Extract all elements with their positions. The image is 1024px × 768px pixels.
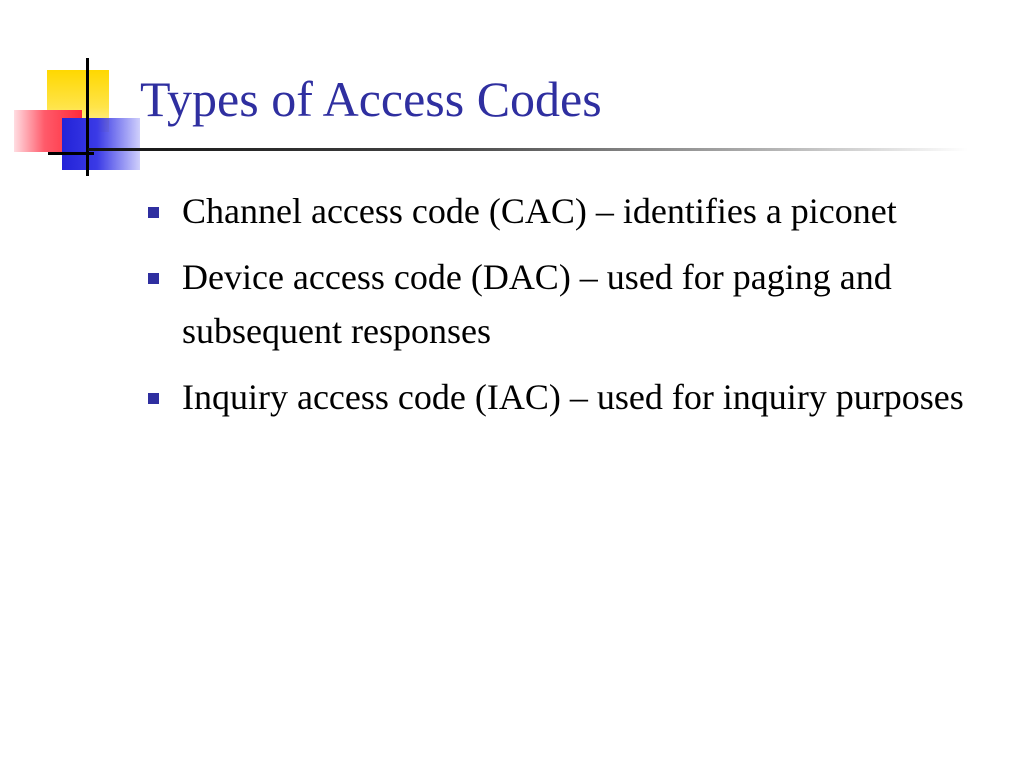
bullet-item [144, 184, 964, 238]
bullet-list [144, 184, 964, 436]
logo-vertical-line [86, 58, 89, 176]
slide-title: Types of Access Codes [140, 71, 602, 127]
square-bullet-icon [148, 273, 159, 284]
bullet-item [144, 250, 964, 358]
bullet-text: Inquiry access code (IAC) – used for inquiry purposes [182, 377, 964, 417]
bullet-text: Channel access code (CAC) – identifies a piconet [182, 191, 897, 231]
bullet-item [144, 370, 964, 424]
logo-horizontal-line [48, 152, 94, 155]
title-underline [88, 148, 968, 151]
logo-blue-square [62, 118, 140, 170]
square-bullet-icon [148, 207, 159, 218]
bullet-text: Device access code (DAC) – used for paging and subsequent responses [182, 257, 892, 351]
colored-squares-logo-icon [0, 0, 150, 190]
square-bullet-icon [148, 393, 159, 404]
